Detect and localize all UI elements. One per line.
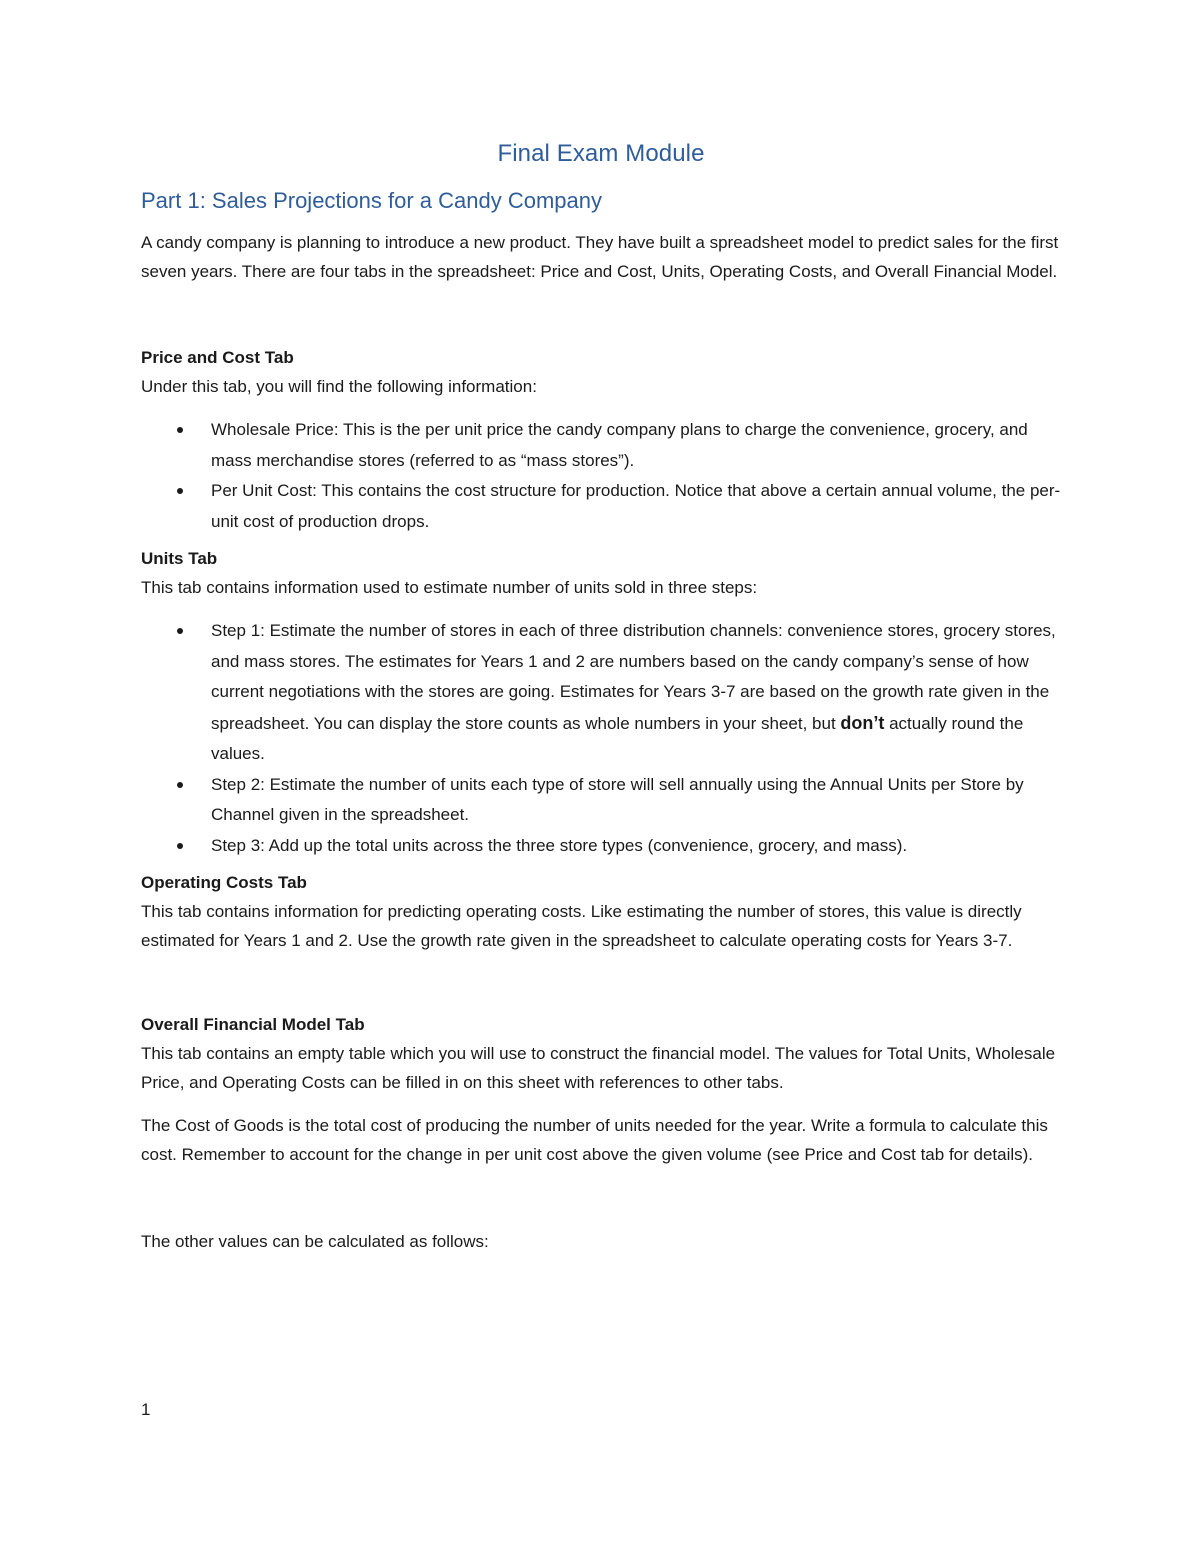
step1-emphasis: don’t — [840, 712, 885, 733]
operating-body: This tab contains information for predicting operating costs. Like estimating the number of stores, this value is directly estimated for Years 1 and 2. Use the growth rate given in the spreadsheet to calculate operating costs for Years 3-7. — [141, 902, 1022, 950]
part-heading: Part 1: Sales Projections for a Candy Company — [141, 188, 603, 213]
overall-body-2: The Cost of Goods is the total cost of producing the number of units needed for the year. Write a formula to calculate this cost. Remember to account for the change in per unit cost above the given volume (see Price and Cost tab for details). — [141, 1116, 1048, 1164]
step1-text: Step 1: Estimate the number of stores in each of three distribution channels: convenience stores, grocery stores, and mass stores. The estimates for Years 1 and 2 are numbers based on the candy company’s sense of how current negotiations with the stores are going. Estimates for Years 3-7 are based on the growth rate given in the spreadsheet. You can display the store counts as whole numbers in your sheet, but — [211, 621, 1056, 733]
price-cost-lead: Under this tab, you will find the following information: — [141, 377, 537, 396]
units-heading: Units Tab — [141, 549, 218, 568]
list-item — [211, 616, 1061, 770]
list-item: Step 2: Estimate the number of units each type of store will sell annually using the Annual Units per Store by Channel given in the spreadsheet. — [211, 770, 1061, 831]
document-title: Final Exam Module — [497, 140, 705, 167]
price-cost-heading: Price and Cost Tab — [141, 348, 294, 367]
document-body — [141, 140, 1061, 1256]
operating-heading: Operating Costs Tab — [141, 873, 307, 892]
price-cost-list — [141, 415, 1061, 537]
step1-text-end: actually round the values. — [211, 713, 1024, 763]
units-list — [141, 616, 1061, 861]
list-item: Per Unit Cost: This contains the cost structure for production. Notice that above a certain annual volume, the per-unit cost of production drops. — [211, 476, 1061, 537]
overall-body-1: This tab contains an empty table which you will use to construct the financial model. The values for Total Units, Wholesale Price, and Operating Costs can be filled in on this sheet with references to other tabs. — [141, 1044, 1056, 1092]
units-lead: This tab contains information used to estimate number of units sold in three steps: — [141, 578, 758, 597]
page-number: 1 — [141, 1400, 151, 1419]
overall-heading: Overall Financial Model Tab — [141, 1015, 365, 1034]
intro-paragraph: A candy company is planning to introduce a new product. They have built a spreadsheet model to predict sales for the first seven years. There are four tabs in the spreadsheet: Price and Cost, Units, Operating Costs, and Overall Financial Model. — [141, 233, 1059, 281]
list-item: Step 3: Add up the total units across the three store types (convenience, grocery, and mass). — [211, 831, 1061, 862]
list-item: Wholesale Price: This is the per unit price the candy company plans to charge the convenience, grocery, and mass merchandise stores (referred to as “mass stores”). — [211, 415, 1061, 476]
overall-body-3: The other values can be calculated as follows: — [141, 1232, 489, 1251]
